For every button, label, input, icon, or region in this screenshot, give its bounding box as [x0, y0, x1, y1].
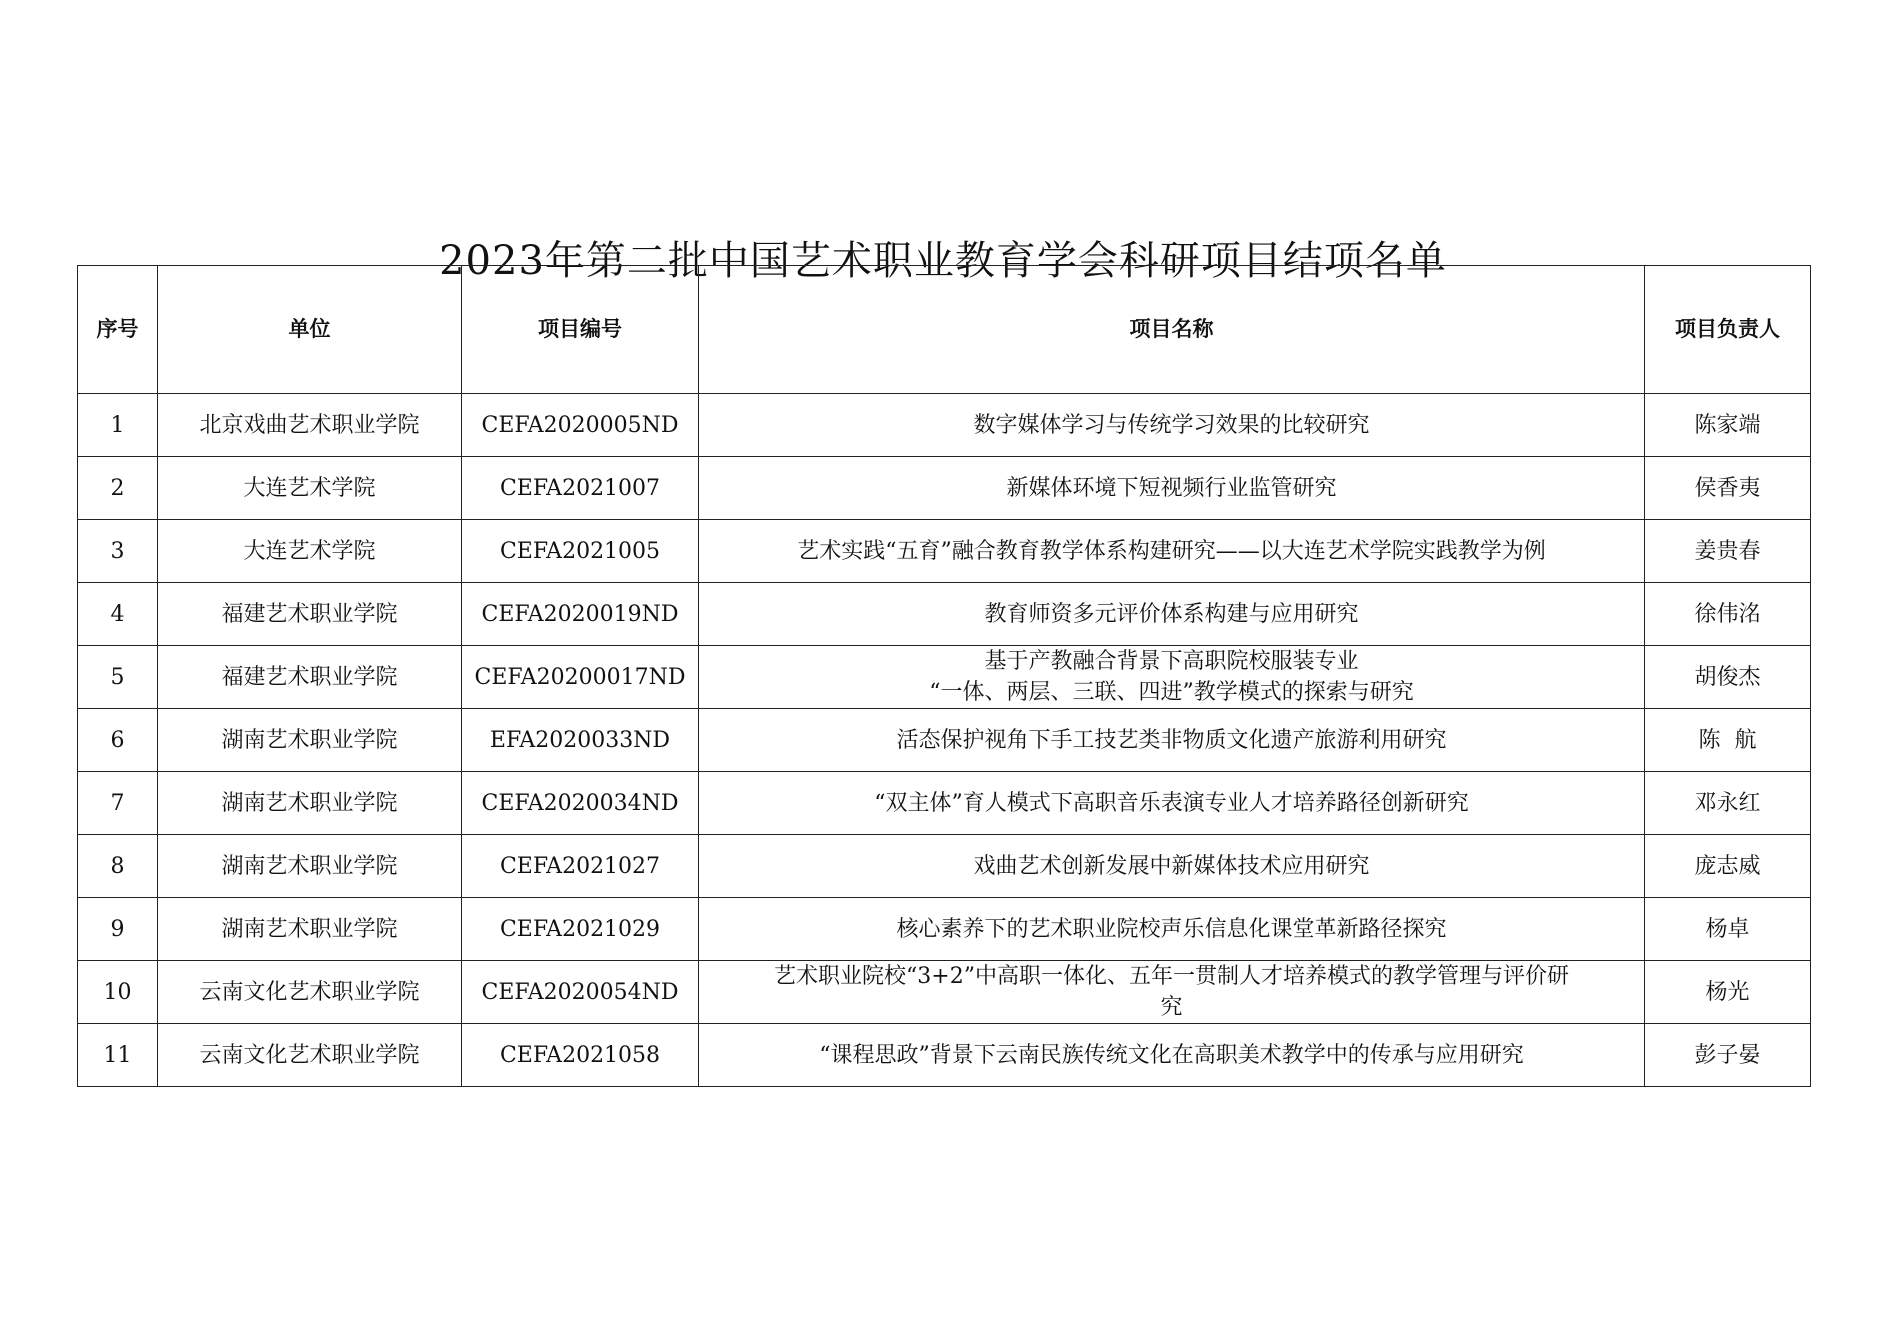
header-unit: 单位 [158, 266, 462, 394]
serial-number-cell: 3 [78, 520, 158, 583]
project-leader-cell: 杨光 [1645, 961, 1811, 1024]
serial-number-cell: 4 [78, 583, 158, 646]
header-project-leader: 项目负责人 [1645, 266, 1811, 394]
project-name-cell [699, 709, 1645, 772]
project-name-line: 戏曲艺术创新发展中新媒体技术应用研究 [973, 853, 1370, 879]
serial-number-cell: 5 [78, 646, 158, 709]
project-name-line: 艺术实践“五育”融合教育教学体系构建研究——以大连艺术学院实践教学为例 [797, 538, 1546, 564]
unit-cell: 云南文化艺术职业学院 [158, 961, 462, 1024]
header-project-code: 项目编号 [462, 266, 699, 394]
unit-cell: 大连艺术学院 [158, 520, 462, 583]
project-name-line: “一体、两层、三联、四进”教学模式的探索与研究 [929, 680, 1414, 705]
project-code-cell: CEFA2020005ND [462, 394, 699, 457]
project-name-cell [699, 646, 1645, 709]
unit-cell: 云南文化艺术职业学院 [158, 1024, 462, 1087]
serial-number-cell: 2 [78, 457, 158, 520]
serial-number-cell: 8 [78, 835, 158, 898]
project-name-line: “双主体”育人模式下高职音乐表演专业人才培养路径创新研究 [874, 790, 1469, 816]
project-leader-cell: 陈家端 [1645, 394, 1811, 457]
project-leader-cell: 侯香夷 [1645, 457, 1811, 520]
project-code-cell: CEFA20200017ND [462, 646, 699, 709]
project-name-line: 教育师资多元评价体系构建与应用研究 [984, 601, 1359, 627]
table-body [78, 394, 1811, 1087]
project-code-cell: CEFA2020019ND [462, 583, 699, 646]
unit-cell: 湖南艺术职业学院 [158, 898, 462, 961]
serial-number-cell: 1 [78, 394, 158, 457]
table-row [78, 457, 1811, 520]
project-name-line: 核心素养下的艺术职业院校声乐信息化课堂革新路径探究 [896, 916, 1447, 942]
project-name-cell [699, 835, 1645, 898]
project-name-cell [699, 898, 1645, 961]
unit-cell: 福建艺术职业学院 [158, 583, 462, 646]
unit-cell: 福建艺术职业学院 [158, 646, 462, 709]
serial-number-cell: 9 [78, 898, 158, 961]
project-leader-cell: 彭子晏 [1645, 1024, 1811, 1087]
project-code-cell: CEFA2021005 [462, 520, 699, 583]
project-name-cell [699, 394, 1645, 457]
table-row [78, 835, 1811, 898]
header-serial-number: 序号 [78, 266, 158, 394]
unit-cell: 大连艺术学院 [158, 457, 462, 520]
unit-cell: 湖南艺术职业学院 [158, 772, 462, 835]
table-row [78, 583, 1811, 646]
project-leader-cell: 陈 航 [1645, 709, 1811, 772]
table-row [78, 961, 1811, 1024]
project-code-cell: CEFA2020034ND [462, 772, 699, 835]
project-name-cell [699, 520, 1645, 583]
project-code-cell: CEFA2020054ND [462, 961, 699, 1024]
project-leader-cell: 杨卓 [1645, 898, 1811, 961]
project-leader-cell: 姜贵春 [1645, 520, 1811, 583]
header-project-name: 项目名称 [699, 266, 1645, 394]
project-leader-cell: 徐伟洺 [1645, 583, 1811, 646]
project-name-line: 活态保护视角下手工技艺类非物质文化遗产旅游利用研究 [896, 727, 1447, 753]
serial-number-cell: 7 [78, 772, 158, 835]
table-row [78, 520, 1811, 583]
unit-cell: 湖南艺术职业学院 [158, 835, 462, 898]
table-row [78, 772, 1811, 835]
serial-number-cell: 10 [78, 961, 158, 1024]
project-code-cell: CEFA2021027 [462, 835, 699, 898]
project-name-cell [699, 961, 1645, 1024]
project-name-line: 究 [1160, 995, 1183, 1020]
project-leader-cell: 庞志威 [1645, 835, 1811, 898]
unit-cell: 湖南艺术职业学院 [158, 709, 462, 772]
table-header-row [78, 266, 1811, 394]
project-name-line: 数字媒体学习与传统学习效果的比较研究 [973, 412, 1370, 438]
project-name-cell [699, 1024, 1645, 1087]
project-name-line: 新媒体环境下短视频行业监管研究 [1006, 475, 1337, 501]
project-code-cell: CEFA2021007 [462, 457, 699, 520]
table-row [78, 898, 1811, 961]
project-leader-cell: 胡俊杰 [1645, 646, 1811, 709]
table-row [78, 709, 1811, 772]
project-name-cell [699, 772, 1645, 835]
project-table [77, 265, 1811, 1087]
project-code-cell: CEFA2021058 [462, 1024, 699, 1087]
serial-number-cell: 11 [78, 1024, 158, 1087]
table-row [78, 646, 1811, 709]
serial-number-cell: 6 [78, 709, 158, 772]
project-name-line: “课程思政”背景下云南民族传统文化在高职美术教学中的传承与应用研究 [819, 1042, 1524, 1068]
project-code-cell: EFA2020033ND [462, 709, 699, 772]
table-row [78, 1024, 1811, 1087]
project-name-line: 艺术职业院校“3+2”中高职一体化、五年一贯制人才培养模式的教学管理与评价研 [774, 964, 1569, 989]
project-leader-cell: 邓永红 [1645, 772, 1811, 835]
table-row [78, 394, 1811, 457]
project-code-cell: CEFA2021029 [462, 898, 699, 961]
project-name-cell [699, 457, 1645, 520]
project-name-cell [699, 583, 1645, 646]
page-title: 2023年第二批中国艺术职业教育学会科研项目结项名单 [439, 237, 1447, 284]
unit-cell: 北京戏曲艺术职业学院 [158, 394, 462, 457]
project-name-line: 基于产教融合背景下高职院校服装专业 [984, 649, 1359, 674]
